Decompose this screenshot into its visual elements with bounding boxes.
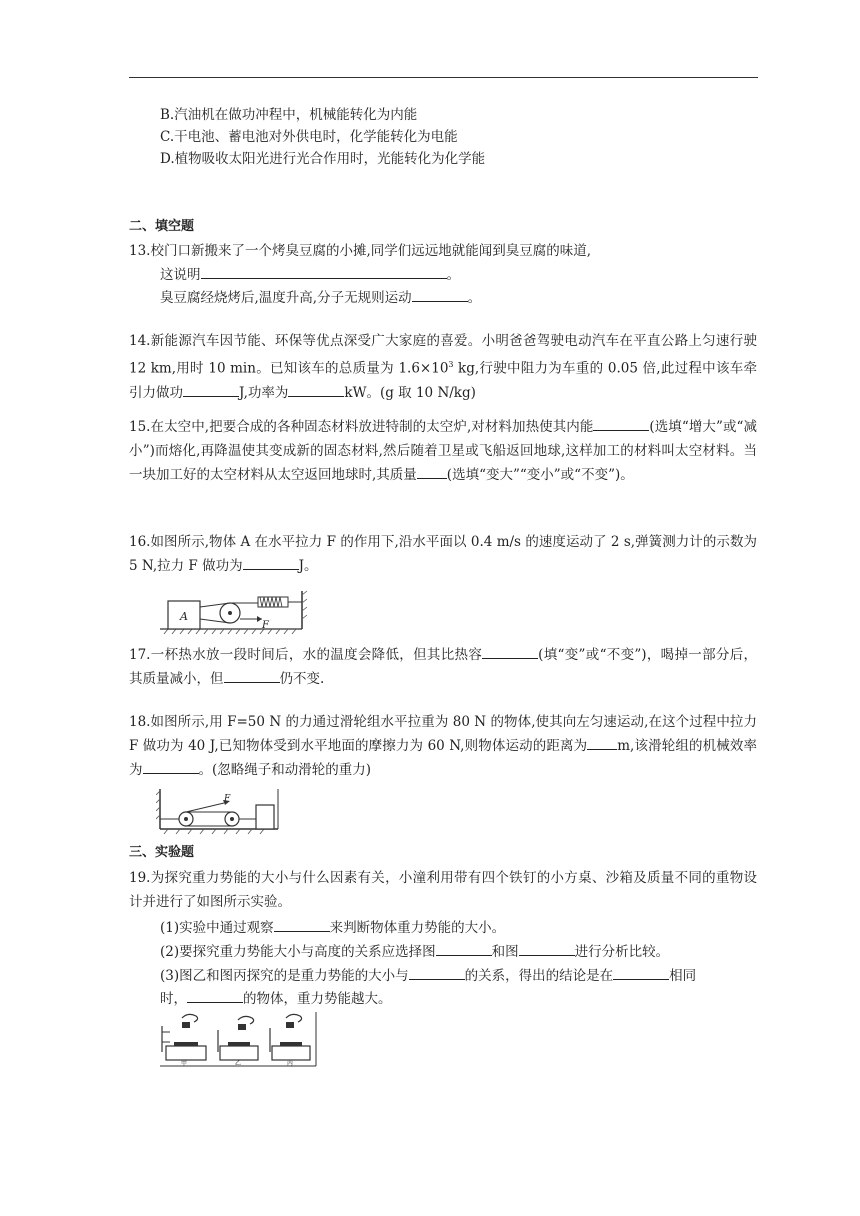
answer-blank[interactable] (412, 287, 468, 302)
header-rule (129, 77, 758, 78)
answer-blank[interactable] (224, 668, 280, 683)
q15-part: (选填“变大”“变小”或“不变”)。 (446, 467, 634, 483)
section-fill-in-title: 二、填空题 (129, 219, 195, 234)
fig-label-bing: 丙 (286, 1060, 294, 1067)
q18-part: m,该滑轮组的机械效率为 (129, 738, 757, 778)
answer-blank[interactable] (288, 382, 344, 397)
setup-jia (162, 1014, 206, 1067)
answer-blank[interactable] (417, 464, 447, 479)
answer-blank[interactable] (593, 416, 649, 431)
q15-text (129, 415, 757, 487)
q15-part: 15.在太空中,把要合成的各种固态材料放进特制的太空炉,对材料加热使其内能 (129, 419, 594, 435)
q19-sub1 (160, 917, 505, 937)
q13-text: 。 (467, 290, 482, 306)
pulley-figure (156, 785, 280, 835)
answer-blank[interactable] (183, 382, 239, 397)
q19-part: 相同 (669, 968, 697, 984)
q19-part: (1)实验中通过观察 (160, 920, 274, 936)
q17-text (129, 643, 757, 691)
answer-blank[interactable] (482, 644, 538, 659)
q19-part: (3)图乙和图丙探究的是重力势能的大小与 (160, 968, 409, 984)
q19-part: 进行分析比较。 (574, 944, 670, 960)
q13-text: 这说明 (160, 267, 201, 283)
option-b: B.汽油机在做功冲程中，机械能转化为内能 (160, 107, 418, 123)
q19-part: 时， (160, 991, 187, 1007)
q19-sub3 (160, 965, 696, 985)
fig-label-jia: 甲 (180, 1060, 188, 1067)
q14-part: kg,行驶中阻力为车重的 0.05 倍,此过程中该车牵引力做功 (129, 360, 757, 401)
q19-part: 的物体，重力势能越大。 (243, 991, 392, 1007)
setup-yi (218, 1016, 258, 1067)
fig-label-yi: 乙 (234, 1060, 242, 1067)
answer-blank[interactable] (613, 965, 669, 980)
q13-line2 (160, 264, 460, 284)
q17-part: (填“变”或“不变”)，喝掉一部分后，其质量减小，但 (129, 647, 758, 687)
q14-text (129, 329, 757, 405)
q18-part: 18.如图所示,用 F=50 N 的力通过滑轮组水平拉重为 80 N 的物体,使其向左匀速运动,在这个过程中拉力 F 做功为 40 J,已知物体受到水平地面的摩擦力为 60 N,则物体运动的距离为 (129, 714, 757, 754)
q19-part: 和图 (491, 944, 519, 960)
gravity-experiment-figure (158, 1012, 320, 1068)
q19-sub2 (160, 941, 669, 961)
q18-part: 。(忽略绳子和动滑轮的重力) (198, 762, 372, 778)
q16-part: J。 (298, 558, 318, 574)
answer-blank[interactable] (243, 555, 299, 570)
q13-line3 (160, 287, 481, 307)
q13-text: 。 (446, 267, 460, 283)
q18-text (129, 710, 757, 782)
force-f-label: F (262, 620, 269, 631)
q19-part: 的关系，得出的结论是在 (464, 968, 614, 984)
q15-part: (选填“增大”或“减小”)而熔化,再降温使其变成新的固态材料,然后随着卫星或飞船返回地球,这样加工的材料叫太空材料。当一块加工好的太空材料从太空返回地球时,其质量 (129, 419, 757, 483)
spring-scale-figure (158, 589, 308, 635)
q16-part: 16.如图所示,物体 A 在水平拉力 F 的作用下,沿水平面以 0.4 m/s 的速度运动了 2 s,弹簧测力计的示数为 5 N,拉力 F 做功为 (129, 534, 757, 574)
answer-blank[interactable] (587, 735, 617, 750)
block-a-label: A (180, 610, 188, 623)
q14-part: J,功率为 (239, 384, 289, 401)
q17-part: 仍不变. (279, 671, 325, 687)
answer-blank[interactable] (519, 941, 575, 956)
q19-part: 来判断物体重力势能的大小。 (329, 920, 506, 936)
exponent: 3 (448, 360, 454, 369)
section-experiment-title: 三、实验题 (129, 845, 195, 860)
answer-blank[interactable] (436, 941, 492, 956)
option-d: D.植物吸收太阳光进行光合作用时，光能转化为化学能 (160, 151, 486, 167)
q17-part: 17.一杯热水放一段时间后，水的温度会降低，但其比热容 (129, 647, 483, 663)
q14-part: kW。(g 取 10 N/kg) (344, 384, 476, 401)
option-c: C.干电池、蓄电池对外供电时，化学能转化为电能 (160, 129, 458, 145)
q14-part: 14.新能源汽车因节能、环保等优点深受广大家庭的喜爱。小明爸爸驾驶电动汽车在平直公路上匀速行驶 12 km,用时 10 min。已知该车的总质量为 1.6×10 (129, 333, 757, 377)
q19-text: 19.为探究重力势能的大小与什么因素有关，小潼利用带有四个铁钉的小方桌、沙箱及质量不同的重物设计并进行了如图所示实验。 (129, 870, 757, 910)
answer-blank[interactable] (409, 965, 465, 980)
answer-blank[interactable] (201, 264, 447, 279)
q13-line1: 13.校门口新搬来了一个烤臭豆腐的小摊,同学们远远地就能闻到臭豆腐的味道, (129, 243, 592, 259)
q16-text (129, 530, 757, 578)
pulley-force-label: F (224, 794, 231, 804)
q19-part: (2)要探究重力势能大小与高度的关系应选择图 (160, 944, 436, 960)
q13-text: 臭豆腐经烧烤后,温度升高,分子无规则运动 (160, 290, 412, 306)
q19-sub3-cont (160, 988, 392, 1008)
setup-bing (270, 1014, 310, 1067)
answer-blank[interactable] (274, 917, 330, 932)
answer-blank[interactable] (187, 988, 243, 1003)
answer-blank[interactable] (143, 759, 199, 774)
